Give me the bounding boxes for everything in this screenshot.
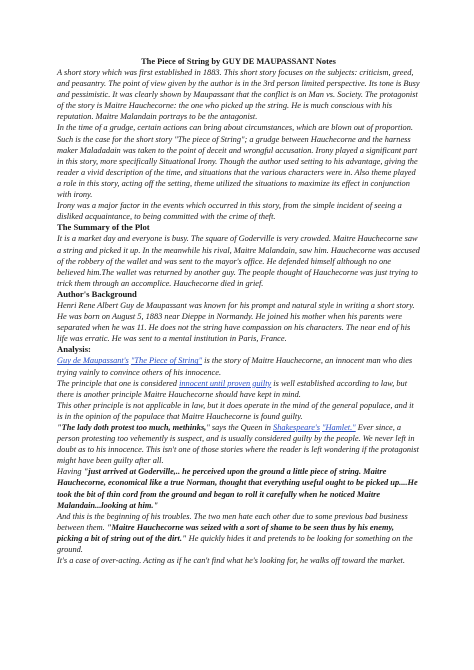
analysis-paragraph-7: It's a case of over-acting. Acting as if he can't find what he's looking for, he walks off toward the market. [57, 556, 405, 566]
innocent-until-proven-guilty-link[interactable]: innocent until proven guilty [179, 378, 272, 388]
shakespeare-link[interactable]: Shakespeare's [273, 423, 320, 432]
hamlet-quote: "The lady doth protest too much, methinks, [57, 423, 207, 432]
analysis-paragraph-6-rest: He quickly hides it and pretends to be looking for something on the ground. [57, 533, 413, 555]
summary-paragraph: It is a market day and everyone is busy. The square of Goderville is very crowded. Maitre Hauchecorne saw a string and picked it up. In the meanwhile his rival, Maitre Malandain, saw him. Hauchecorne was accused of the robbery of the wallet and was sent to the mayor's office. He defended himself although no one believed him.The wallet was returned by another guy. The people thought of Hauchecorne was just trying to trick them through an accomplice. Hauchecorne died in grief. [57, 234, 420, 288]
analysis-paragraph-6 [57, 511, 420, 555]
intro-paragraph-3: Irony was a major factor in the events which occurred in this story, from the simple incident of seeing a disliked acquaintance, to being committed with the crime of theft. [57, 201, 402, 222]
intro-paragraph-1: A short story which was first established in 1883. This short story focuses on the subjects: criticism, greed, and peasantry. The point of view given by the author is in the 3rd person limited perspective. Its tone is Busy and pessimistic. It was clearly shown by Maupassant that the conflict is on Man vs. Society. The protagonist of the story is Maitre Hauchecorne: the one who picked up the string. He is much conscious with his reputation. Maitre Malandain portrays to be the antagonist. [57, 68, 420, 122]
analysis-paragraph-3: This other principle is not applicable in law, but it does operate in the mind of the general populace, and it is in the opinion of the populace that Maitre Hauchecorne is found guilty. [57, 400, 414, 421]
summary-heading: The Summary of the Plot [57, 222, 150, 233]
shame-quote: "Maitre Hauchecorne was seized with a sort of shame to be seen thus by his enemy, picking a bit of string out of the dirt." [57, 522, 394, 543]
background-paragraph: Henri Rene Albert Guy de Maupassant was known for his prompt and natural style in writing a short story. He was born on August 5, 1883 near Dieppe in Normandy. He joined his mother when his parents were separated when he was 11. He does not the string have compassion on his characters. The near end of his life was erratic. He was sent to a mental institution in Paris, France. [57, 300, 415, 344]
analysis-paragraph-5 [57, 466, 420, 510]
hamlet-link[interactable]: "Hamlet." [322, 423, 356, 432]
analysis-paragraph-2 [57, 378, 420, 400]
analysis-paragraph-2-after: is well established according to law, but there is another principle Maitre Hauchecorne should have kept in mind. [57, 378, 408, 399]
analysis-paragraph-1-text: is the story of Maitre Hauchecorne, an innocent man who dies trying vainly to convince others of his innocence. [57, 356, 413, 377]
maupassant-link[interactable]: Guy de Maupassant's [57, 356, 129, 366]
analysis-paragraph-2-before: The principle that one is considered [57, 378, 180, 388]
analysis-paragraph-4 [57, 422, 420, 466]
background-heading: Author's Background [57, 288, 137, 299]
analysis-paragraph-4-rest: Ever since, a person protesting too vehemently is suspect, and is usually considered guilty by the people. We never left in doubt as to his innocence. This isn't one of those stories where the reader is left wondering if the protagonist might have been guilty after all. [57, 423, 419, 466]
string-quote: "just arrived at Goderville,.. he perceived upon the ground a little piece of string. Maitre Hauchecorne, economical like a true Norman, thought that everything useful ought to be picked up....He took the bit of thin cord from the ground and began to roll it carefully when he noticed Maitre Malandain...looking at him." [57, 467, 418, 510]
analysis-paragraph-1 [57, 355, 420, 377]
analysis-paragraph-6-lead: And this is the beginning of his troubles. The two men hate each other due to some previous bad business between them. [57, 511, 408, 532]
analysis-paragraph-4-mid: " says the Queen in [206, 423, 274, 432]
document-title: The Piece of String by GUY DE MAUPASSANT Notes [141, 57, 336, 66]
analysis-heading: Analysis: [57, 344, 91, 355]
intro-paragraph-2: In the time of a grudge, certain actions can bring about circumstances, which are blown out of proportion. Such is the case for the short story "The piece of String"; a grudge between Hauchecorne and the harness maker Maladadain was taken to the point of deceit and wrongful accusation. Irony played a significant part in this story, more specifically Situational Irony. Though the author used setting to his advantage, giving the reader a vivid description of the time, and situations that the various characters were in. Also theme played a role in this story, acting off the setting, theme utilized the situations to maximize its effect in conjunction with irony. [57, 123, 418, 200]
analysis-paragraph-5-lead: Having [57, 467, 84, 477]
piece-of-string-link[interactable]: "The Piece of String" [130, 356, 203, 366]
